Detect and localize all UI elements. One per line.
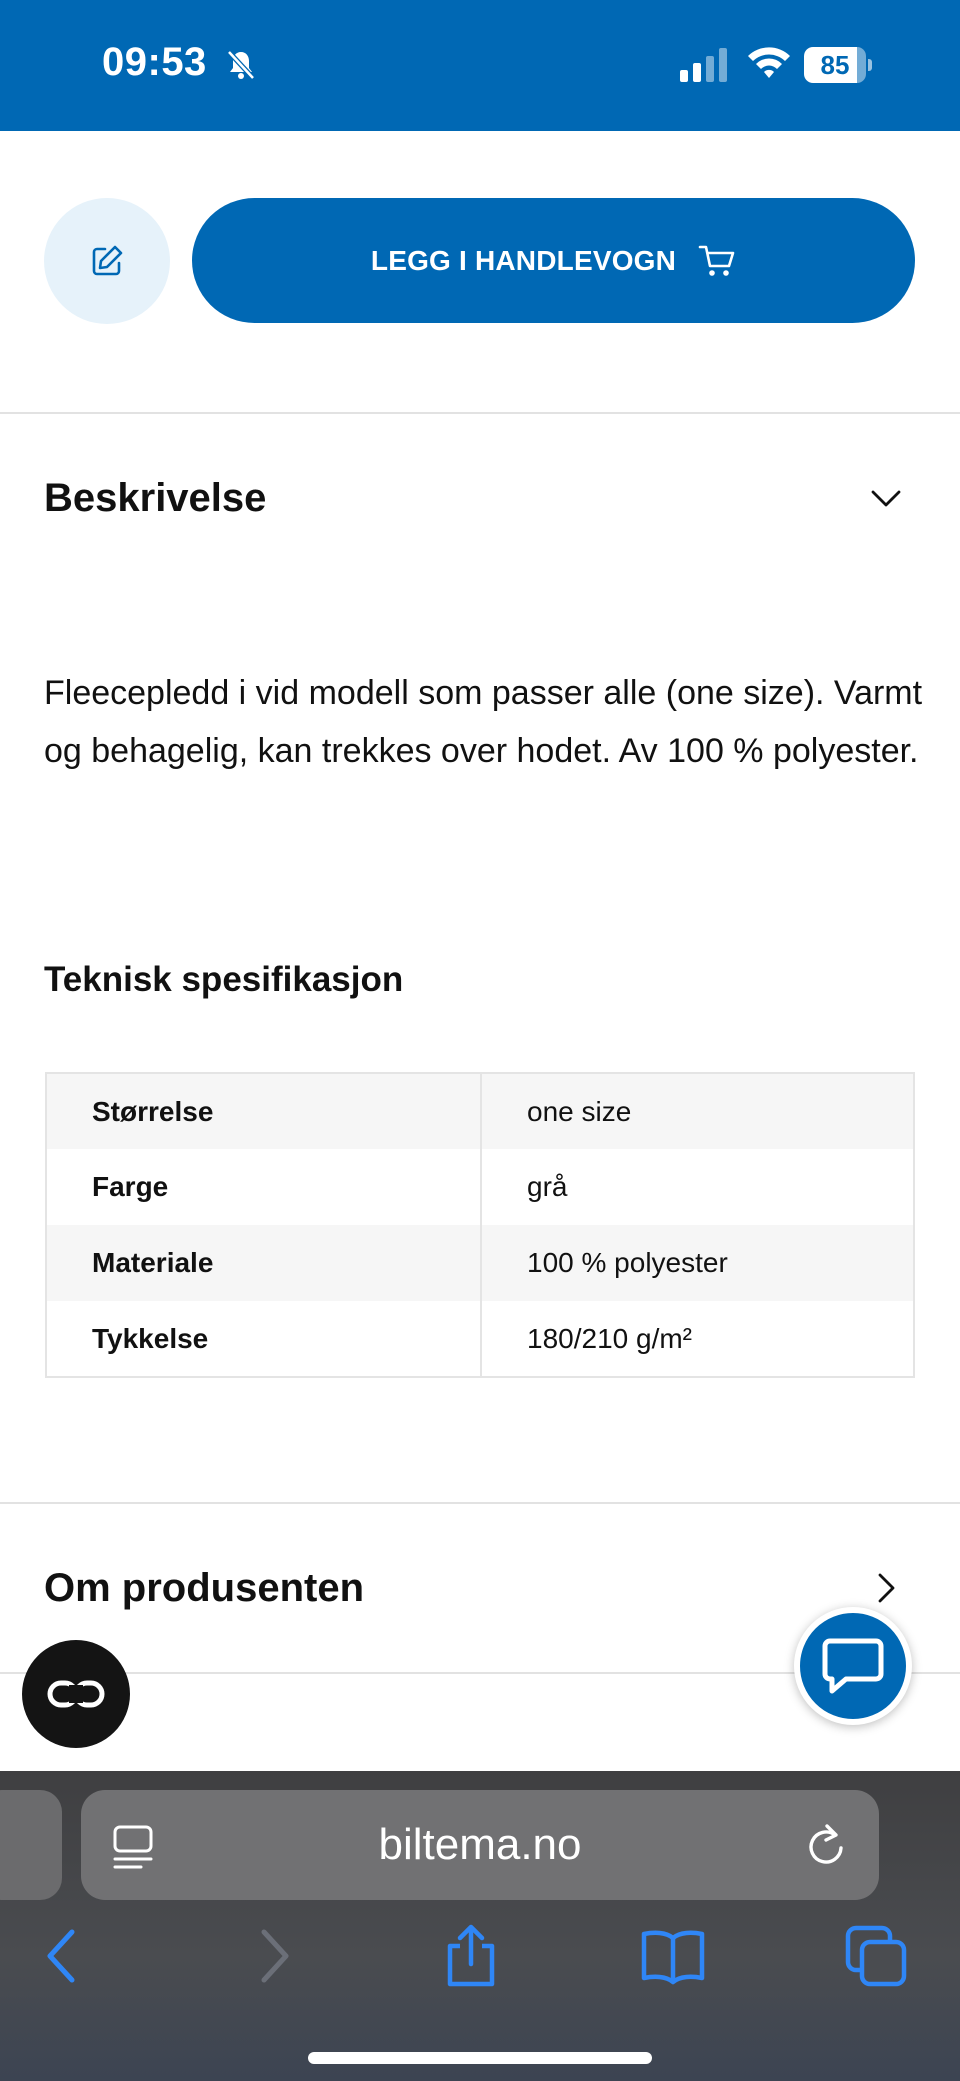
- edit-button[interactable]: [44, 198, 170, 324]
- spec-value: 180/210 g/m²: [527, 1322, 692, 1354]
- share-icon[interactable]: [438, 1924, 504, 1988]
- spec-key: Tykkelse: [46, 1301, 481, 1377]
- divider: [0, 1502, 960, 1504]
- status-bar: [0, 0, 960, 131]
- spec-value: grå: [527, 1171, 568, 1202]
- divider: [0, 412, 960, 414]
- reload-icon[interactable]: [803, 1820, 851, 1870]
- table-row: [46, 1073, 914, 1149]
- bell-slash-icon: [224, 48, 258, 82]
- chat-button[interactable]: [794, 1607, 912, 1725]
- bookmarks-icon[interactable]: [640, 1924, 706, 1988]
- add-to-cart-label: LEGG I HANDLEVOGN: [370, 244, 677, 276]
- status-time: 09:53: [102, 40, 207, 84]
- address-bar[interactable]: [81, 1790, 879, 1900]
- home-indicator: [308, 2052, 652, 2064]
- table-row: [46, 1149, 914, 1225]
- spec-key: Materiale: [46, 1225, 481, 1301]
- tabs-icon[interactable]: [844, 1924, 910, 1988]
- spec-value: 100 % polyester: [481, 1225, 914, 1301]
- spec-value: one size: [481, 1073, 914, 1149]
- reader-view-button[interactable]: [22, 1640, 130, 1748]
- battery-indicator: [804, 47, 872, 83]
- cart-icon: [698, 244, 736, 278]
- chevron-right-icon[interactable]: [868, 1570, 904, 1606]
- battery-level: 85: [820, 50, 850, 80]
- spec-heading: Teknisk spesifikasjon: [44, 960, 404, 999]
- product-description: Fleecepledd i vid modell som passer alle (one size). Varmt og behagelig, kan trekkes over hodet. Av 100 % polyester.: [44, 674, 923, 770]
- previous-tab-preview[interactable]: [0, 1790, 62, 1900]
- spec-key: Størrelse: [46, 1073, 481, 1149]
- edit-icon: [90, 244, 124, 278]
- manufacturer-heading[interactable]: Om produsenten: [44, 1566, 365, 1610]
- url-text: biltema.no: [378, 1820, 582, 1869]
- forward-icon[interactable]: [240, 1924, 306, 1988]
- spec-table: [45, 1072, 915, 1378]
- chat-bubble-icon: [822, 1637, 884, 1695]
- description-heading[interactable]: Beskrivelse: [44, 476, 267, 520]
- wifi-icon: [746, 44, 792, 80]
- table-row: [46, 1225, 914, 1301]
- chevron-down-icon[interactable]: [868, 480, 904, 516]
- reader-icon: [47, 1679, 105, 1709]
- back-icon[interactable]: [30, 1924, 96, 1988]
- table-row: [46, 1301, 914, 1377]
- spec-key: Farge: [46, 1149, 481, 1225]
- cellular-signal-icon: [680, 48, 730, 82]
- add-to-cart-button[interactable]: [192, 198, 915, 323]
